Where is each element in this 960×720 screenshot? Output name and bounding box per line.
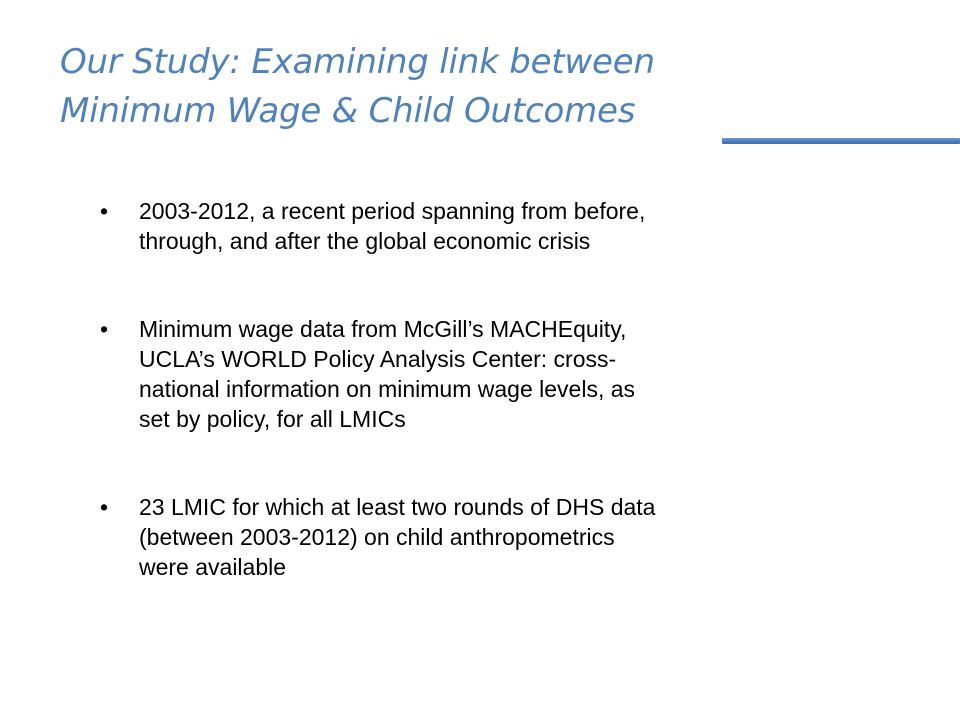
bullet-text-line: set by policy, for all LMICs: [139, 406, 406, 432]
bullet-text-line: national information on minimum wage levels, as: [139, 376, 636, 402]
bullet-text-line: Minimum wage data from McGill’s MACHEquity,: [139, 316, 627, 342]
bullet-text-line: (between 2003-2012) on child anthropometrics: [139, 524, 615, 550]
bullet-item-study-period: [100, 196, 930, 256]
slide-title-line-1: Our Study: Examining link between: [60, 42, 655, 82]
bullet-text-line: 23 LMIC for which at least two rounds of DHS data: [139, 494, 656, 520]
bullet-icon: •: [100, 198, 109, 224]
bullet-list: [100, 196, 930, 582]
slide-title: [60, 38, 940, 136]
title-accent-underline: [722, 138, 960, 144]
bullet-text-line: through, and after the global economic crisis: [139, 228, 591, 254]
bullet-text-line: were available: [139, 554, 287, 580]
bullet-text-line: UCLA’s WORLD Policy Analysis Center: cross-: [139, 346, 617, 372]
bullet-item-lmic-sample: [100, 492, 930, 582]
slide-title-line-2: Minimum Wage & Child Outcomes: [60, 91, 636, 131]
bullet-icon: •: [100, 494, 109, 520]
bullet-text-line: 2003-2012, a recent period spanning from before,: [139, 198, 646, 224]
bullet-item-minimum-wage-data: [100, 314, 930, 434]
bullet-icon: •: [100, 316, 109, 342]
